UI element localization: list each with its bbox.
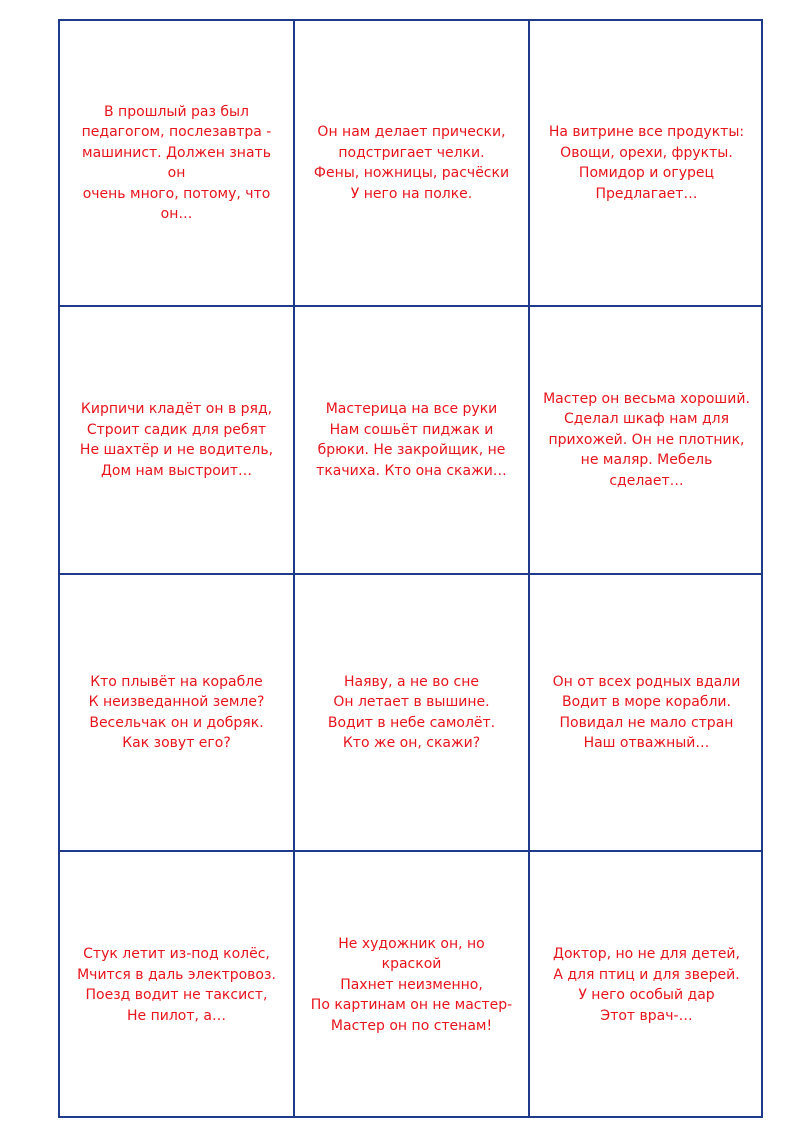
riddle-text: Кто плывёт на корабле К неизведанной земле? Весельчак он и добряк. Как зовут его?: [88, 673, 265, 751]
riddle-card: [528, 305, 763, 573]
riddle-card: [293, 305, 528, 573]
riddle-text: Мастер он весьма хороший. Сделал шкаф нам для прихожей. Он не плотник, не маляр. Мебель сделает…: [543, 390, 750, 489]
riddle-card: [293, 19, 528, 305]
riddle-text: Стук летит из-под колёс, Мчится в даль электровоз. Поезд водит не таксист, Не пилот, а…: [77, 946, 276, 1024]
riddle-card: [293, 850, 528, 1118]
riddle-card: [528, 19, 763, 305]
riddle-text: В прошлый раз был педагогом, послезавтра - машинист. Должен знать он очень много, потому, что он…: [81, 103, 272, 222]
riddle-text: Он от всех родных вдали Водит в море корабли. Повидал не мало стран Наш отважный…: [552, 673, 741, 751]
riddle-card: [528, 850, 763, 1118]
riddle-text: На витрине все продукты: Овощи, орехи, фрукты. Помидор и огурец Предлагает…: [548, 124, 745, 202]
riddle-card: [58, 19, 293, 305]
riddle-card: [58, 305, 293, 573]
riddle-text: Наяву, а не во сне Он летает в вышине. Водит в небе самолёт. Кто же он, скажи?: [327, 673, 496, 751]
riddle-card: [293, 573, 528, 850]
riddle-text: Он нам делает прически, подстригает челки. Фены, ножницы, расчёски У него на полке.: [313, 124, 510, 202]
riddle-card: [58, 850, 293, 1118]
riddle-card-grid: [58, 19, 763, 1118]
riddle-card: [58, 573, 293, 850]
riddle-card: [528, 573, 763, 850]
riddle-text: Мастерица на все руки Нам сошьёт пиджак и брюки. Не закройщик, не ткачиха. Кто она скажи…: [316, 401, 507, 479]
riddle-text: Доктор, но не для детей, А для птиц и для зверей. У него особый дар Этот врач-…: [553, 946, 740, 1024]
riddle-text: Кирпичи кладёт он в ряд, Строит садик для ребят Не шахтёр и не водитель, Дом нам выстроит…: [79, 401, 274, 479]
riddle-text: Не художник он, но краской Пахнет неизменно, По картинам он не мастер- Мастер он по стенам!: [310, 935, 513, 1034]
